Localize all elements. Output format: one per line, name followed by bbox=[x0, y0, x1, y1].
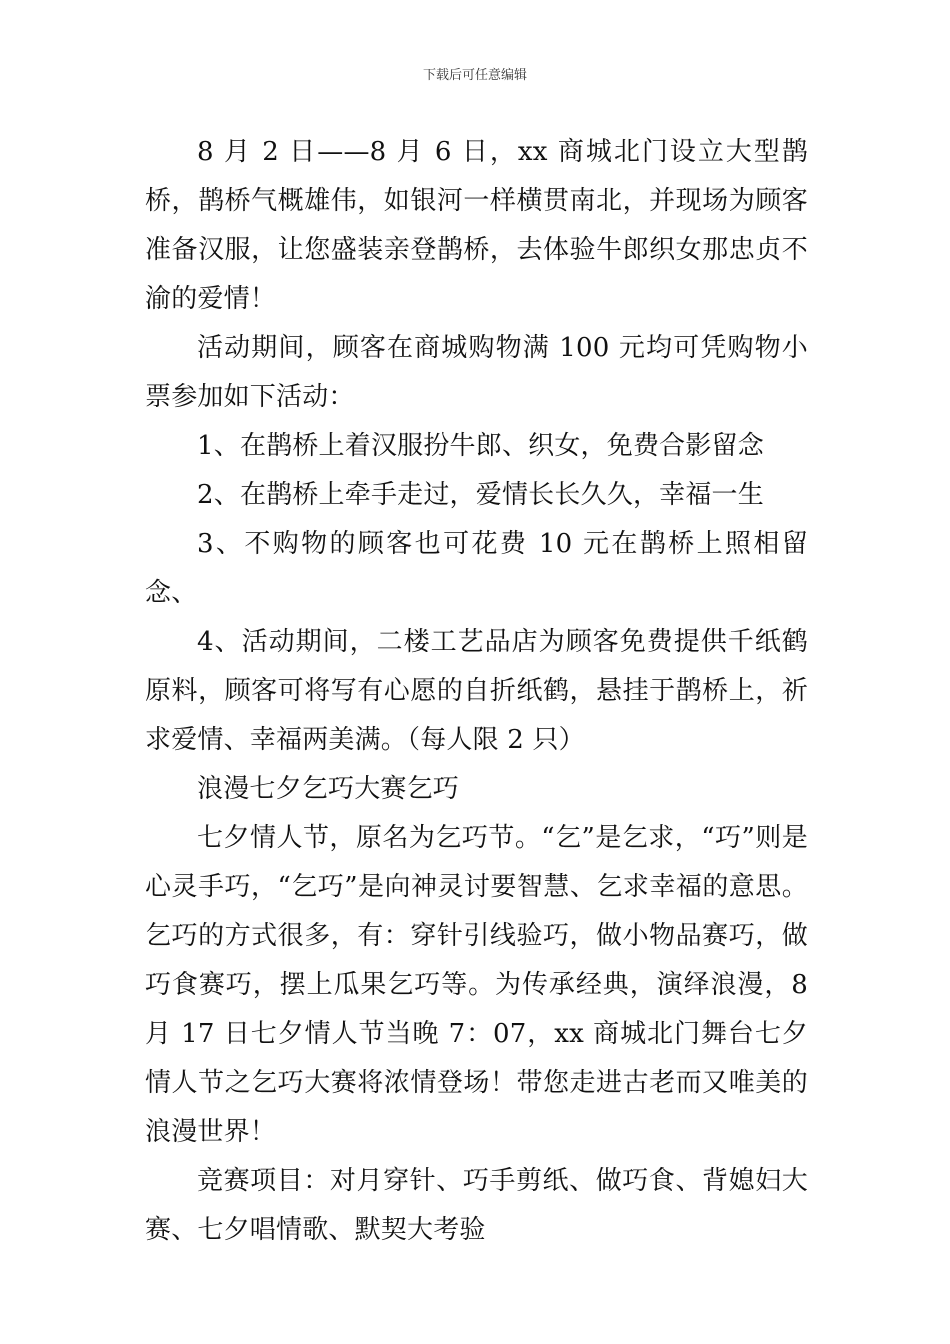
list-item-activity-3: 3、不购物的顾客也可花费 10 元在鹊桥上照相留念、 bbox=[145, 529, 808, 608]
list-item-activity-2: 2、在鹊桥上牵手走过，爱情长长久久，幸福一生 bbox=[197, 480, 764, 510]
section-heading-qiqiao: 浪漫七夕乞巧大赛乞巧 bbox=[197, 774, 460, 804]
list-item-activity-1: 1、在鹊桥上着汉服扮牛郎、织女，免费合影留念 bbox=[197, 431, 764, 461]
paragraph-event-bridge: 8 月 2 日——8 月 6 日，xx 商城北门设立大型鹊桥，鹊桥气概雄伟，如银河一样横贯南北，并现场为顾客准备汉服，让您盛装亲登鹊桥，去体验牛郎织女那忠贞不渝的爱情！ bbox=[145, 137, 808, 314]
paragraph-qixi-intro: 七夕情人节，原名为乞巧节。“乞”是乞求，“巧”则是心灵手巧，“乞巧”是向神灵讨要智慧、乞求幸福的意思。乞巧的方式很多，有：穿针引线验巧，做小物品赛巧，做巧食赛巧，摆上瓜果乞巧等。为传承经典，演绎浪漫，8 月 17 日七夕情人节当晚 7：07，xx 商城北门舞台七夕情人节之乞巧大赛将浓情登场！带您走进古老而又唯美的浪漫世界！ bbox=[145, 823, 808, 1147]
paragraph-competition-items: 竞赛项目：对月穿针、巧手剪纸、做巧食、背媳妇大赛、七夕唱情歌、默契大考验 bbox=[145, 1166, 808, 1245]
document-body bbox=[145, 128, 808, 1255]
list-item-activity-4: 4、活动期间，二楼工艺品店为顾客免费提供千纸鹤原料，顾客可将写有心愿的自折纸鹤，悬挂于鹊桥上，祈求爱情、幸福两美满。（每人限 2 只） bbox=[145, 627, 808, 755]
paragraph-activity-intro: 活动期间，顾客在商城购物满 100 元均可凭购物小票参加如下活动： bbox=[145, 333, 808, 412]
page-header-note: 下载后可任意编辑 bbox=[422, 68, 527, 83]
